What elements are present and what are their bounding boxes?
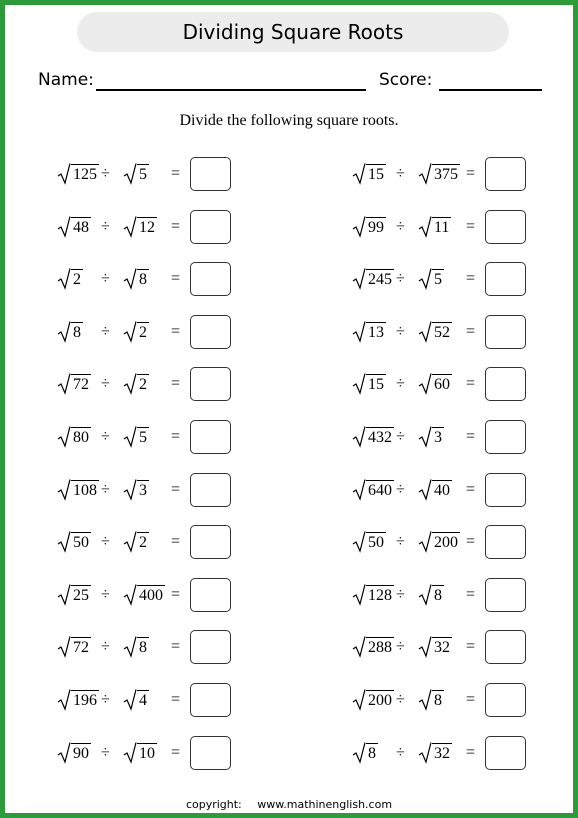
name-field[interactable] (96, 89, 366, 91)
divide-symbol: ÷ (396, 638, 405, 655)
answer-box[interactable] (190, 367, 231, 401)
divisor-value: 2 (139, 534, 147, 551)
equals-symbol: = (171, 533, 181, 550)
sqrt-icon (57, 689, 71, 711)
sqrt-icon (123, 426, 137, 448)
problem-row (57, 630, 237, 664)
sqrt-icon (123, 216, 137, 238)
equals-symbol: = (171, 165, 181, 182)
title-text: Dividing Square Roots (182, 20, 404, 44)
divide-symbol: ÷ (101, 218, 110, 235)
problem-row (57, 367, 237, 401)
divisor-value: 5 (139, 429, 147, 446)
problem-row (57, 210, 237, 244)
problem-row (352, 736, 532, 770)
divide-symbol: ÷ (101, 270, 110, 287)
dividend-value: 50 (368, 534, 384, 551)
divide-symbol: ÷ (101, 375, 110, 392)
sqrt-icon (352, 636, 366, 658)
sqrt-icon (418, 163, 432, 185)
answer-box[interactable] (190, 210, 231, 244)
problem-row (352, 367, 532, 401)
sqrt-icon (418, 636, 432, 658)
dividend-value: 8 (73, 324, 81, 341)
dividend-value: 15 (368, 166, 384, 183)
dividend-value: 288 (368, 639, 392, 656)
problem-row (57, 578, 237, 612)
instructions: Divide the following square roots. (179, 112, 399, 129)
footer (0, 798, 578, 811)
dividend-value: 640 (368, 482, 392, 499)
sqrt-icon (418, 373, 432, 395)
dividend-value: 50 (73, 534, 89, 551)
equals-symbol: = (171, 481, 181, 498)
equals-symbol: = (466, 691, 476, 708)
divide-symbol: ÷ (396, 375, 405, 392)
problem-row (57, 525, 237, 559)
divide-symbol: ÷ (396, 533, 405, 550)
divisor-value: 5 (434, 271, 442, 288)
divisor-value: 3 (434, 429, 442, 446)
divisor-value: 12 (139, 219, 155, 236)
divide-symbol: ÷ (101, 638, 110, 655)
dividend-value: 15 (368, 376, 384, 393)
dividend-value: 8 (368, 745, 376, 762)
divide-symbol: ÷ (101, 586, 110, 603)
sqrt-icon (352, 689, 366, 711)
problem-row (352, 262, 532, 296)
divisor-value: 5 (139, 166, 147, 183)
dividend-value: 108 (73, 482, 97, 499)
problem-row (352, 578, 532, 612)
divisor-value: 8 (139, 271, 147, 288)
answer-box[interactable] (485, 630, 526, 664)
sqrt-icon (418, 742, 432, 764)
dividend-value: 80 (73, 429, 89, 446)
sqrt-icon (57, 636, 71, 658)
answer-box[interactable] (190, 525, 231, 559)
sqrt-icon (123, 742, 137, 764)
sqrt-icon (57, 742, 71, 764)
answer-box[interactable] (190, 420, 231, 454)
sqrt-icon (57, 373, 71, 395)
answer-box[interactable] (485, 473, 526, 507)
sqrt-icon (352, 531, 366, 553)
equals-symbol: = (171, 375, 181, 392)
answer-box[interactable] (190, 262, 231, 296)
sqrt-icon (352, 426, 366, 448)
worksheet-title (77, 12, 509, 52)
answer-box[interactable] (485, 262, 526, 296)
sqrt-icon (418, 216, 432, 238)
divide-symbol: ÷ (396, 218, 405, 235)
sqrt-icon (57, 163, 71, 185)
sqrt-icon (418, 321, 432, 343)
sqrt-icon (352, 742, 366, 764)
score-field[interactable] (439, 89, 542, 91)
equals-symbol: = (171, 270, 181, 287)
sqrt-icon (123, 268, 137, 290)
answer-box[interactable] (485, 736, 526, 770)
copyright-label: copyright: (185, 798, 242, 811)
equals-symbol: = (171, 218, 181, 235)
answer-box[interactable] (190, 578, 231, 612)
sqrt-icon (418, 531, 432, 553)
dividend-value: 125 (73, 166, 97, 183)
problem-row (352, 210, 532, 244)
answer-box[interactable] (485, 157, 526, 191)
answer-box[interactable] (485, 315, 526, 349)
divide-symbol: ÷ (101, 165, 110, 182)
sqrt-icon (123, 689, 137, 711)
sqrt-icon (352, 163, 366, 185)
divisor-value: 8 (434, 692, 442, 709)
divide-symbol: ÷ (396, 744, 405, 761)
divisor-value: 2 (139, 376, 147, 393)
sqrt-icon (123, 163, 137, 185)
dividend-value: 196 (73, 692, 97, 709)
divisor-value: 400 (139, 587, 163, 604)
sqrt-icon (57, 531, 71, 553)
equals-symbol: = (466, 638, 476, 655)
sqrt-icon (352, 373, 366, 395)
dividend-value: 25 (73, 587, 89, 604)
answer-box[interactable] (485, 367, 526, 401)
divide-symbol: ÷ (396, 323, 405, 340)
sqrt-icon (352, 268, 366, 290)
equals-symbol: = (466, 533, 476, 550)
answer-box[interactable] (485, 525, 526, 559)
equals-symbol: = (466, 165, 476, 182)
answer-box[interactable] (190, 315, 231, 349)
problem-row (57, 157, 237, 191)
equals-symbol: = (171, 586, 181, 603)
dividend-value: 432 (368, 429, 392, 446)
dividend-value: 245 (368, 271, 392, 288)
divide-symbol: ÷ (396, 586, 405, 603)
problem-row (352, 473, 532, 507)
divide-symbol: ÷ (396, 428, 405, 445)
divisor-value: 60 (434, 376, 450, 393)
divisor-value: 32 (434, 745, 450, 762)
answer-box[interactable] (485, 683, 526, 717)
divisor-value: 2 (139, 324, 147, 341)
divisor-value: 40 (434, 482, 450, 499)
equals-symbol: = (466, 270, 476, 287)
answer-box[interactable] (485, 420, 526, 454)
sqrt-icon (418, 689, 432, 711)
problem-row (57, 736, 237, 770)
divide-symbol: ÷ (396, 165, 405, 182)
answer-box[interactable] (190, 630, 231, 664)
divisor-value: 52 (434, 324, 450, 341)
sqrt-icon (123, 584, 137, 606)
equals-symbol: = (171, 691, 181, 708)
dividend-value: 200 (368, 692, 392, 709)
dividend-value: 13 (368, 324, 384, 341)
sqrt-icon (57, 584, 71, 606)
problem-row (352, 630, 532, 664)
divide-symbol: ÷ (101, 481, 110, 498)
equals-symbol: = (466, 428, 476, 445)
sqrt-icon (123, 373, 137, 395)
problem-row (57, 315, 237, 349)
sqrt-icon (352, 479, 366, 501)
divide-symbol: ÷ (101, 428, 110, 445)
divide-symbol: ÷ (101, 533, 110, 550)
dividend-value: 72 (73, 376, 89, 393)
equals-symbol: = (466, 323, 476, 340)
answer-box[interactable] (190, 736, 231, 770)
equals-symbol: = (466, 375, 476, 392)
divisor-value: 200 (434, 534, 458, 551)
divisor-value: 8 (434, 587, 442, 604)
site-url: www.mathinenglish.com (257, 798, 393, 811)
equals-symbol: = (466, 481, 476, 498)
sqrt-icon (418, 584, 432, 606)
equals-symbol: = (171, 744, 181, 761)
dividend-value: 2 (73, 271, 81, 288)
divisor-value: 32 (434, 639, 450, 656)
equals-symbol: = (466, 586, 476, 603)
sqrt-icon (57, 479, 71, 501)
answer-box[interactable] (190, 157, 231, 191)
answer-box[interactable] (190, 473, 231, 507)
problem-row (57, 683, 237, 717)
divide-symbol: ÷ (396, 270, 405, 287)
problem-row (57, 420, 237, 454)
dividend-value: 90 (73, 745, 89, 762)
score-label: Score: (379, 70, 433, 90)
equals-symbol: = (171, 428, 181, 445)
sqrt-icon (123, 479, 137, 501)
problem-row (352, 315, 532, 349)
problem-row (352, 683, 532, 717)
dividend-value: 48 (73, 219, 89, 236)
divisor-value: 375 (434, 166, 458, 183)
problem-row (352, 420, 532, 454)
problem-row (352, 157, 532, 191)
divide-symbol: ÷ (101, 691, 110, 708)
equals-symbol: = (466, 744, 476, 761)
answer-box[interactable] (190, 683, 231, 717)
sqrt-icon (418, 479, 432, 501)
dividend-value: 128 (368, 587, 392, 604)
sqrt-icon (123, 531, 137, 553)
name-label: Name: (38, 70, 94, 90)
problem-row (57, 473, 237, 507)
dividend-value: 72 (73, 639, 89, 656)
sqrt-icon (352, 321, 366, 343)
sqrt-icon (352, 584, 366, 606)
equals-symbol: = (171, 638, 181, 655)
divisor-value: 10 (139, 745, 155, 762)
sqrt-icon (57, 216, 71, 238)
problem-row (352, 525, 532, 559)
answer-box[interactable] (485, 578, 526, 612)
divisor-value: 8 (139, 639, 147, 656)
sqrt-icon (123, 636, 137, 658)
sqrt-icon (57, 321, 71, 343)
sqrt-icon (418, 426, 432, 448)
divide-symbol: ÷ (101, 744, 110, 761)
divisor-value: 4 (139, 692, 147, 709)
divide-symbol: ÷ (101, 323, 110, 340)
divisor-value: 11 (434, 219, 450, 236)
equals-symbol: = (466, 218, 476, 235)
divide-symbol: ÷ (396, 691, 405, 708)
sqrt-icon (418, 268, 432, 290)
sqrt-icon (352, 216, 366, 238)
sqrt-icon (123, 321, 137, 343)
sqrt-icon (57, 268, 71, 290)
equals-symbol: = (171, 323, 181, 340)
dividend-value: 99 (368, 219, 384, 236)
divisor-value: 3 (139, 482, 147, 499)
answer-box[interactable] (485, 210, 526, 244)
divide-symbol: ÷ (396, 481, 405, 498)
name-score-row (38, 68, 543, 98)
problem-row (57, 262, 237, 296)
sqrt-icon (57, 426, 71, 448)
